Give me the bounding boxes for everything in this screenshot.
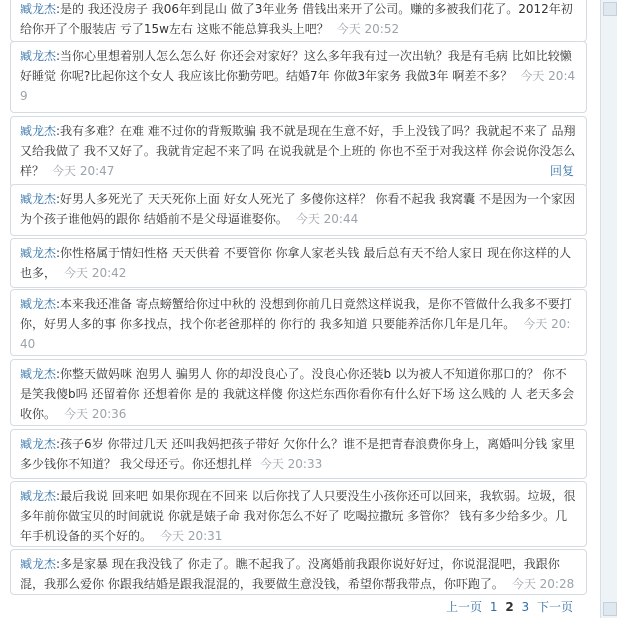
comment-time: 今天 20:40 <box>20 317 571 351</box>
comment-time: 今天 20:33 <box>259 457 323 471</box>
comment-card <box>10 238 587 288</box>
comment-card <box>10 184 587 236</box>
comment-body: :多是家暴 现在我没钱了 你走了。瞧不起我了。没离婚前我跟你说好好过，你说混混吧，我跟你混，我那么爱你 你跟我结婚是跟我混混的，我要做生意没钱，希望你帮我带点，你吓跑了。 <box>20 557 560 591</box>
comment-body: :我有多难？在难 难不过你的背叛欺骗 我不就是现在生意不好，手上没钱了吗？我就起不来了 品翔又给我做了 我不又好了。我就肯定起不来了吗 在说我就是个上班的 你也不至于对我这样 你会说你没怎么样？ <box>20 124 576 178</box>
comment-text <box>20 121 576 181</box>
comment-author-link[interactable]: 臧龙杰 <box>20 557 57 571</box>
page-link-3[interactable]: 3 <box>521 600 530 614</box>
comment-author-link[interactable]: 臧龙杰 <box>20 2 57 16</box>
vertical-scrollbar[interactable] <box>600 0 617 618</box>
comment-text <box>20 486 576 546</box>
comment-author-link[interactable]: 臧龙杰 <box>20 367 57 381</box>
scroll-up-button[interactable] <box>603 2 617 16</box>
comment-text <box>20 189 576 229</box>
next-page-link[interactable]: 下一页 <box>536 600 573 614</box>
comment-time: 今天 20:52 <box>336 22 400 36</box>
comment-text <box>20 243 576 283</box>
comment-time: 今天 20:44 <box>295 212 359 226</box>
comment-text <box>20 554 576 594</box>
comment-author-link[interactable]: 臧龙杰 <box>20 246 57 260</box>
reply-link[interactable]: 回复 <box>549 164 574 178</box>
comment-body: :你性格属于情妇性格 天天供着 不要管你 你拿人家老头钱 最后总有天不给人家日 现在你这样的人也多， <box>20 246 572 280</box>
comment-text <box>20 364 576 424</box>
comment-card <box>10 359 587 426</box>
comment-card <box>10 429 587 479</box>
comment-card <box>10 289 587 356</box>
comment-author-link[interactable]: 臧龙杰 <box>20 437 57 451</box>
comment-body: :最后我说 回来吧 如果你现在不回来 以后你找了人只要没生小孩你还可以回来，我软弱。垃圾，很多年前你做宝贝的时间就说 你就是婊子命 我对你怎么不好了 吃喝拉撒玩 多管你？ 钱有多少给多少。几年手机设备的买个好的。 <box>20 489 576 543</box>
comment-time: 今天 20:42 <box>64 266 127 280</box>
comment-body: :你整天做妈咪 泡男人 骗男人 你的却没良心了。没良心你还装b 以为被人不知道你那口的？ 你不是笑我傻b吗 还留着你 还想着你 是的 我就这样傻 你这烂东西你看你有什么好下场 这么贱的 人 老天多会收你。 <box>20 367 575 421</box>
page-link-1[interactable]: 1 <box>489 600 498 614</box>
current-page: 2 <box>505 600 514 614</box>
scroll-down-button[interactable] <box>603 602 617 616</box>
comment-text <box>20 0 576 39</box>
comment-time: 今天 20:31 <box>160 529 223 543</box>
comment-body: :好男人多死光了 天天死你上面 好女人死光了 多傻你这样？ 你看不起我 我窝囊 不是因为一个家因为个孩子谁他妈的跟你 结婚前不是父母逼谁娶你。 <box>20 192 575 226</box>
comment-text <box>20 294 576 354</box>
comment-time: 今天 20:36 <box>64 407 127 421</box>
prev-page-link[interactable]: 上一页 <box>446 600 483 614</box>
comment-author-link[interactable]: 臧龙杰 <box>20 124 57 138</box>
comment-card <box>10 0 587 42</box>
comment-card <box>10 41 587 113</box>
comment-time: 今天 20:47 <box>52 164 115 178</box>
comment-time: 今天 20:28 <box>511 577 575 591</box>
comment-body: :本来我还准备 寄点螃蟹给你过中秋的 没想到你前几日竟然这样说我，是你不管做什么我多不要打你，好男人多的事 你多找点，找个你老爸那样的 你行的 我多知道 只要能养活你几年是几年。 <box>20 297 572 331</box>
comment-text <box>20 46 576 106</box>
comment-body: :是的 我还没房子 我06年到昆山 做了3年业务 借钱出来开了公司。赚的多被我们花了。2012年初给你开了个服装店 亏了15w左右 这账不能总算我头上吧？ <box>20 2 573 36</box>
comment-body: :孩子6岁 你带过几天 还叫我妈把孩子带好 欠你什么？谁不是把青春浪费你身上，离婚叫分钱 家里多少钱你不知道？ 我父母还亏。你还想扎样 <box>20 437 575 471</box>
pagination <box>442 598 573 615</box>
comment-author-link[interactable]: 臧龙杰 <box>20 192 57 206</box>
comment-author-link[interactable]: 臧龙杰 <box>20 489 57 503</box>
comment-body: :当你心里想着别人怎么怎么好 你还会对家好？这么多年我有过一次出轨？我是有毛病 比如比较懒好睡觉 你呢?比起你这个女人 我应该比你勤劳吧。结婚7年 你做3年家务 我做3年 啊差不多？ <box>20 49 572 83</box>
comment-card <box>10 481 587 547</box>
comment-time: 今天 20:49 <box>20 69 576 103</box>
comment-author-link[interactable]: 臧龙杰 <box>20 49 57 63</box>
comment-card <box>10 116 587 188</box>
comment-text <box>20 434 576 474</box>
comment-author-link[interactable]: 臧龙杰 <box>20 297 57 311</box>
comment-card <box>10 549 587 595</box>
